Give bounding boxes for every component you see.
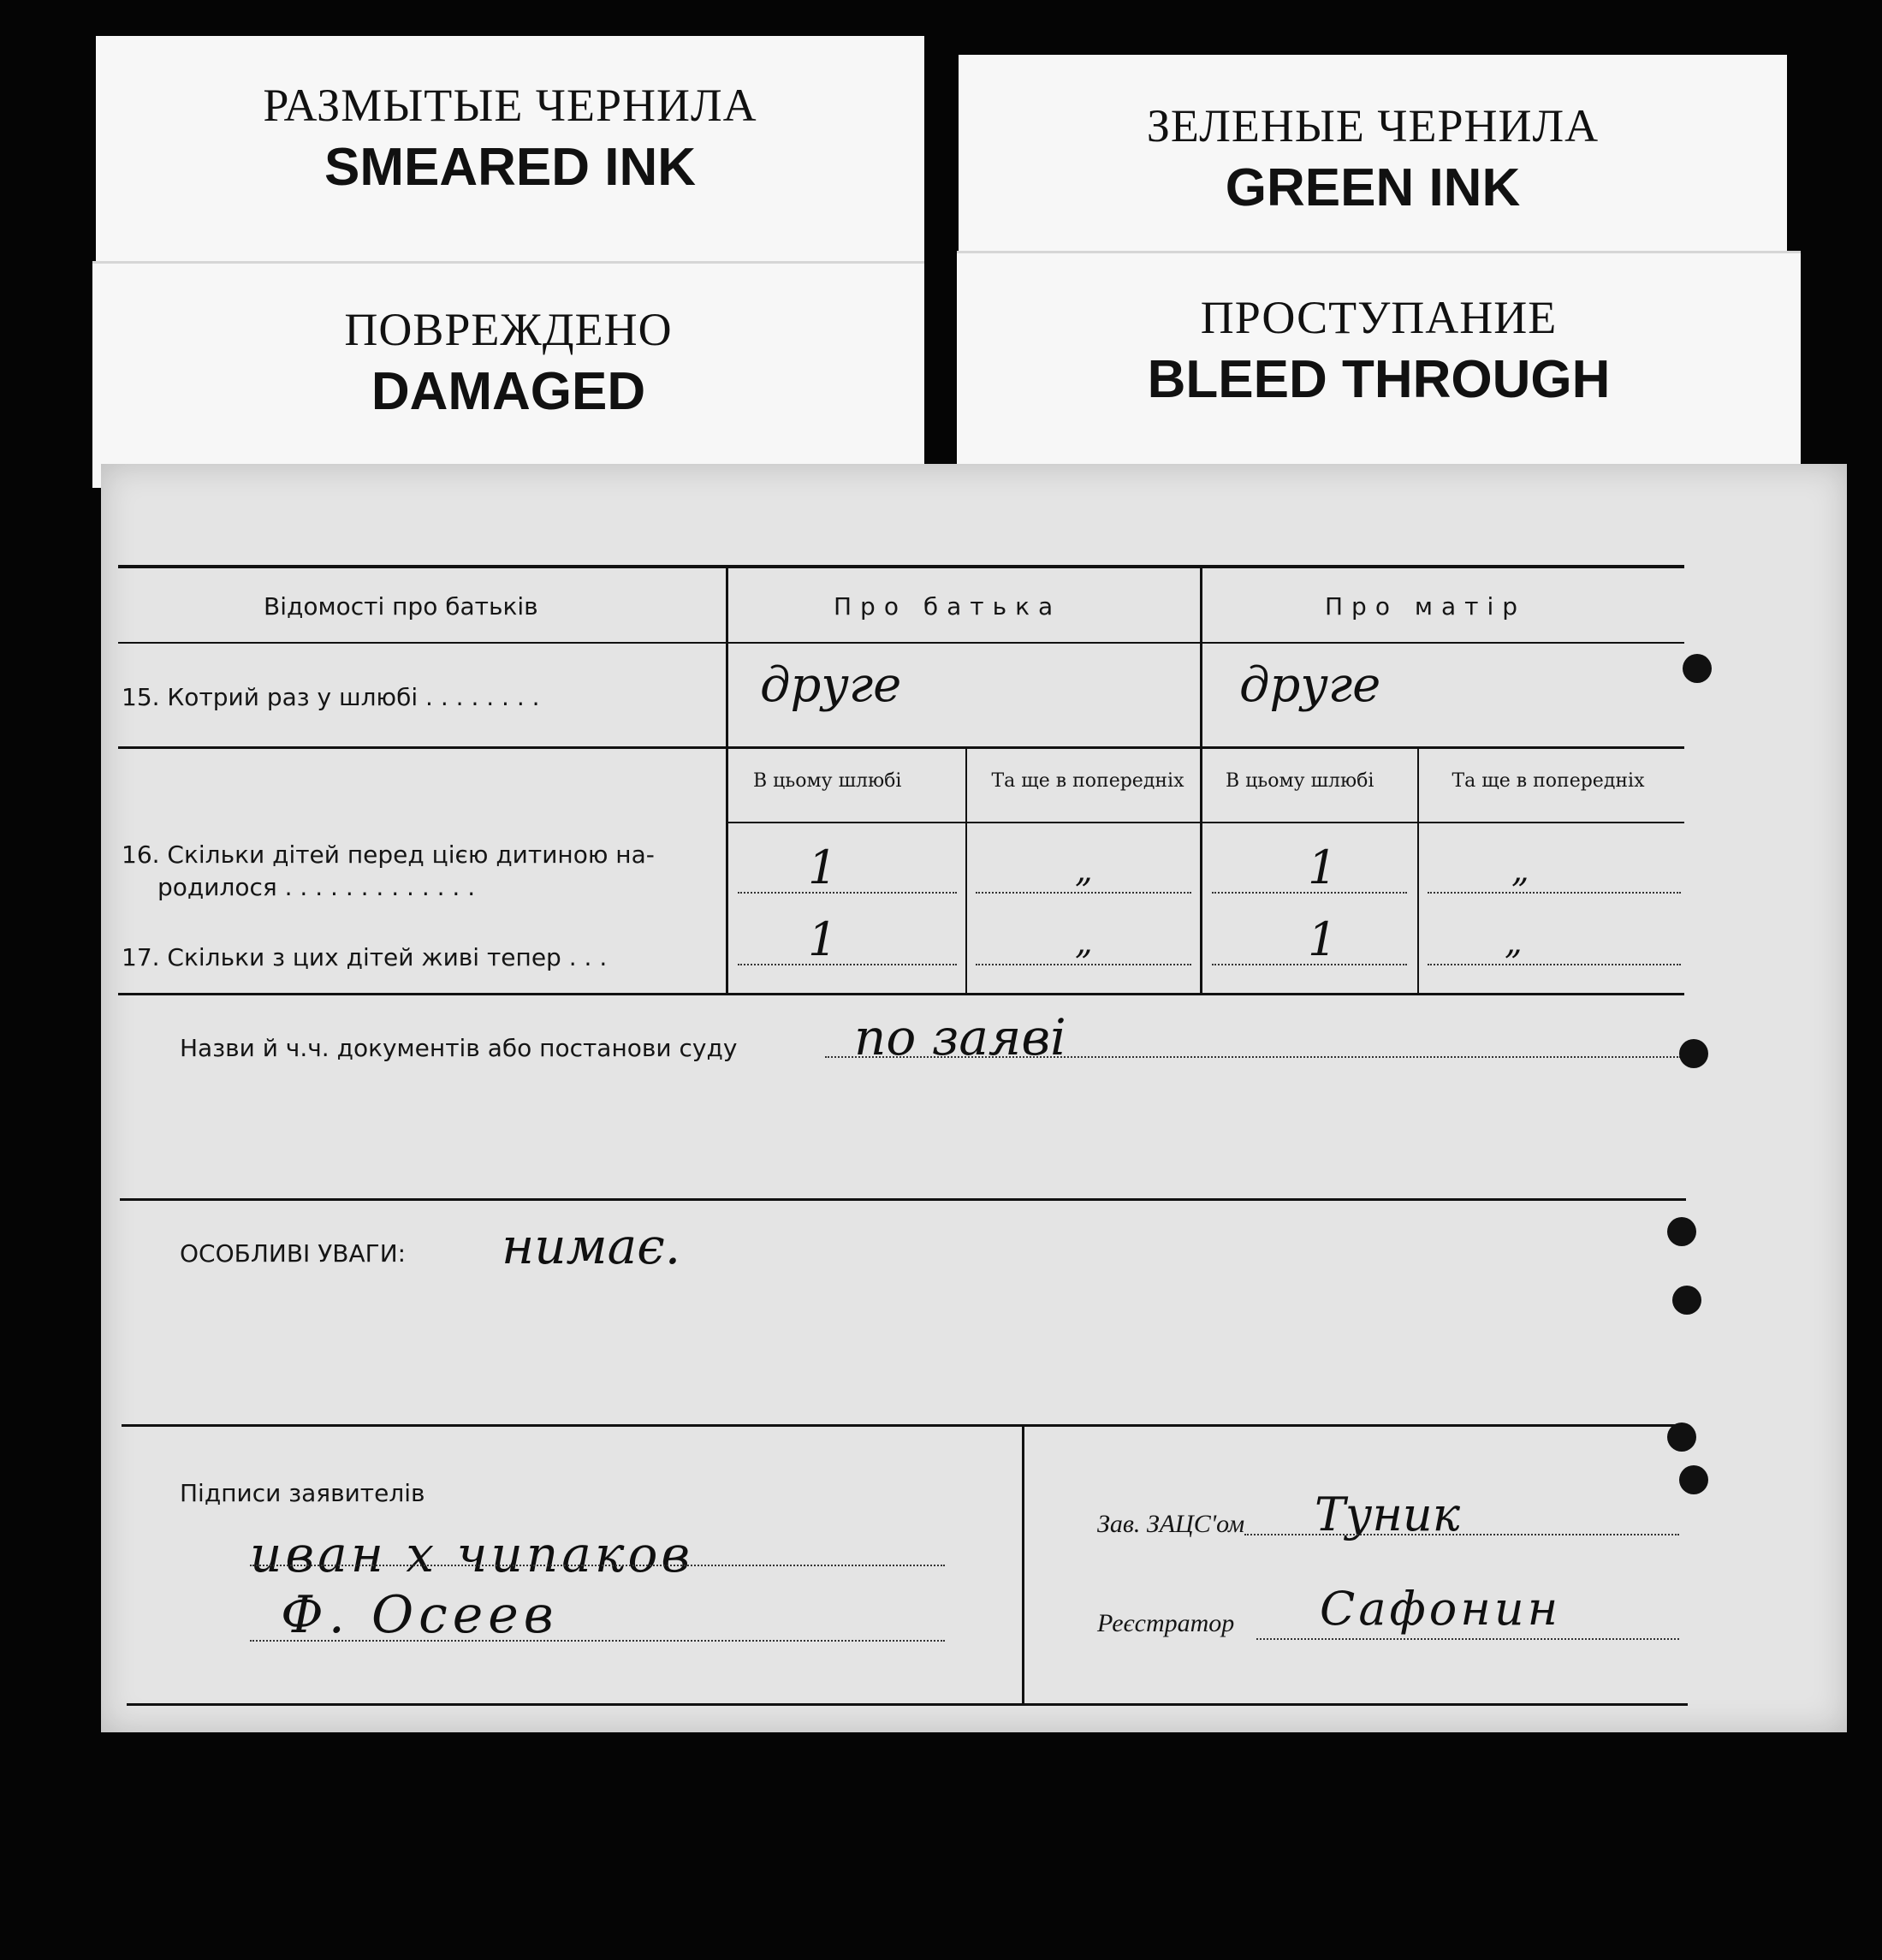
header-mother: Про матір [1325, 592, 1527, 621]
head-signature-line [1244, 1534, 1679, 1535]
punch-hole [1667, 1422, 1696, 1452]
col-divider-parents [726, 568, 728, 995]
table-top-rule [118, 565, 1684, 568]
registry-form [101, 464, 1847, 1732]
head-label: Зав. ЗАЦС'ом [1097, 1510, 1245, 1538]
registrar-label: Реєстратор [1097, 1609, 1235, 1637]
table-header-rule [118, 642, 1684, 644]
applicant-signature-2: Ф. Осеев [281, 1585, 559, 1645]
applicant-signature-1: иван х чипаков [250, 1525, 694, 1583]
row16-father-prev-line [976, 892, 1191, 894]
row15-label: 15. Котрий раз у шлюбі . . . . . . . . [122, 683, 540, 711]
row17-mother-this: 1 [1308, 912, 1338, 966]
label-en: DAMAGED [371, 362, 646, 421]
row16-father-this: 1 [808, 840, 838, 894]
applicant-signature-line-2 [250, 1640, 945, 1642]
remarks-label: ОСОБЛИВІ УВАГИ: [180, 1239, 407, 1268]
row16-father-prev: „ [1075, 851, 1093, 890]
row15-father-value: друге [760, 657, 902, 713]
row17-father-prev-line [976, 964, 1191, 965]
documents-label: Назви й ч.ч. документів або постанови суду [180, 1034, 738, 1062]
registrar-signature-line [1256, 1638, 1679, 1640]
label-en: GREEN INK [1225, 158, 1521, 217]
label-en: SMEARED INK [324, 138, 697, 197]
head-signature: Туник [1315, 1488, 1460, 1541]
documents-value: по заяві [854, 1008, 1066, 1066]
row17-label: 17. Скільки з цих дітей живі тепер . . . [122, 943, 608, 971]
row16-mother-this: 1 [1308, 840, 1338, 894]
punch-hole [1667, 1217, 1696, 1246]
row17-father-this-line [738, 964, 957, 965]
label-card-smeared-ink [96, 36, 924, 293]
label-en: BLEED THROUGH [1147, 350, 1611, 409]
documents-bottom-rule [120, 1198, 1686, 1201]
label-card-damaged [92, 264, 924, 488]
row17-mother-prev-line [1428, 964, 1681, 965]
row16-label-line1: 16. Скільки дітей перед цією дитиною на- [122, 840, 655, 869]
label-ru: РАЗМЫТЫЕ ЧЕРНИЛА [263, 80, 757, 131]
header-parents-info: Відомості про батьків [264, 592, 538, 621]
row17-bottom-rule [118, 993, 1684, 995]
row15-bottom-rule [118, 746, 1684, 749]
row16-mother-prev: „ [1511, 851, 1529, 890]
row16-mother-prev-line [1428, 892, 1681, 894]
remarks-value: нимає. [502, 1217, 681, 1275]
row16-father-this-line [738, 892, 957, 894]
row17-mother-this-line [1212, 964, 1407, 965]
signatures-divider [1022, 1426, 1024, 1703]
punch-hole [1679, 1039, 1708, 1068]
col-divider-mother-sub [1417, 748, 1419, 995]
label-ru: ЗЕЛЕНЫЕ ЧЕРНИЛА [1146, 100, 1600, 151]
row17-mother-prev: „ [1505, 923, 1523, 962]
subheader-mother-previous: Та ще в попередніх [1452, 770, 1645, 792]
subheader-father-this-marriage: В цьому шлюбі [753, 770, 902, 792]
applicant-signature-line-1 [250, 1565, 945, 1566]
subheader-rule [726, 822, 1684, 823]
row16-label-line2: родилося . . . . . . . . . . . . . [157, 873, 476, 901]
punch-hole [1679, 1465, 1708, 1494]
header-father: Про батька [834, 592, 1062, 621]
row17-father-prev: „ [1075, 923, 1093, 962]
punch-hole [1683, 654, 1712, 683]
registrar-signature: Сафонин [1320, 1582, 1562, 1636]
row16-mother-this-line [1212, 892, 1407, 894]
punch-hole [1672, 1286, 1701, 1315]
subheader-mother-this-marriage: В цьому шлюбі [1226, 770, 1374, 792]
remarks-bottom-rule [122, 1424, 1688, 1427]
label-card-bleed-through [957, 253, 1801, 481]
label-ru: ПРОСТУПАНИЕ [1200, 292, 1558, 343]
row15-mother-value: друге [1239, 657, 1381, 713]
subheader-father-previous: Та ще в попередніх [991, 770, 1184, 792]
form-bottom-rule [127, 1703, 1688, 1706]
label-ru: ПОВРЕЖДЕНО [344, 304, 673, 355]
signatures-label: Підписи заявителів [180, 1479, 425, 1507]
row17-father-this: 1 [808, 912, 838, 966]
